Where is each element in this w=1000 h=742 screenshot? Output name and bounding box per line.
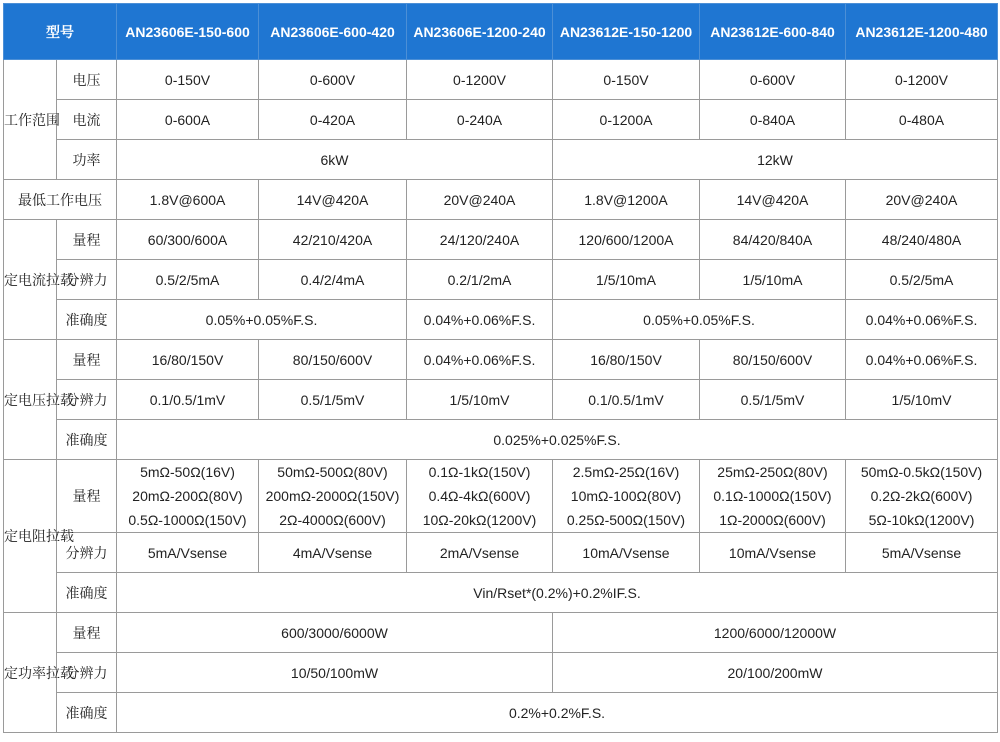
model-header: AN23606E-600-420 [259,4,407,60]
model-header: AN23612E-600-840 [700,4,846,60]
row-label-accuracy: 准确度 [57,693,117,733]
table-row [4,340,998,380]
cell: 0.5/2/5mA [117,260,259,300]
cell: 120/600/1200A [553,220,700,260]
cell-line: 50mΩ-500Ω(80V) [277,464,388,480]
cell: 0.5/1/5mV [259,380,407,420]
row-label-resolution: 分辨力 [57,380,117,420]
row-label-accuracy: 准确度 [57,300,117,340]
cell: 600/3000/6000W [117,613,553,653]
cell-line: 0.25Ω-500Ω(150V) [566,512,686,528]
cell: 0-600V [700,60,846,100]
cell: 10/50/100mW [117,653,553,693]
cell: 0-150V [117,60,259,100]
cell: Vin/Rset*(0.2%)+0.2%IF.S. [117,573,998,613]
model-header: AN23606E-1200-240 [407,4,553,60]
table-row [4,573,998,613]
cell: 0.04%+0.06%F.S. [407,300,553,340]
cell: 16/80/150V [117,340,259,380]
cell: 0-480A [846,100,998,140]
model-label: 型号 [4,4,117,60]
cell-line: 2Ω-4000Ω(600V) [279,512,386,528]
cell-line: 0.5Ω-1000Ω(150V) [128,512,247,528]
cell: 1.8V@1200A [553,180,700,220]
cell: 42/210/420A [259,220,407,260]
row-label-range: 量程 [57,460,117,533]
cell-line: 25mΩ-250Ω(80V) [717,464,828,480]
cell: 1/5/10mA [553,260,700,300]
cell: 6kW [117,140,553,180]
cell-line: 5mΩ-50Ω(16V) [140,464,235,480]
cell-line: 0.2Ω-2kΩ(600V) [870,488,973,504]
cell: 0.04%+0.06%F.S. [407,340,553,380]
table-row [4,693,998,733]
row-label-accuracy: 准确度 [57,420,117,460]
cell: 1200/6000/12000W [553,613,998,653]
model-header: AN23612E-1200-480 [846,4,998,60]
cell: 5mA/Vsense [117,533,259,573]
cell: 0.04%+0.06%F.S. [846,300,998,340]
cell: 0.4/2/4mA [259,260,407,300]
group-label-cv: 定电压拉载 [4,340,57,460]
cell [700,460,846,533]
group-label-operating-range: 工作范围 [4,60,57,180]
cell-line: 2.5mΩ-25Ω(16V) [572,464,680,480]
cell: 2mA/Vsense [407,533,553,573]
cell [259,460,407,533]
table-row [4,100,998,140]
spec-table [3,3,998,733]
cell: 1/5/10mA [700,260,846,300]
cell: 4mA/Vsense [259,533,407,573]
cell: 0.5/1/5mV [700,380,846,420]
cell: 84/420/840A [700,220,846,260]
table-row [4,300,998,340]
cell: 1/5/10mV [846,380,998,420]
row-label-resolution: 分辨力 [57,260,117,300]
cell: 20/100/200mW [553,653,998,693]
cell: 10mA/Vsense [700,533,846,573]
table-row [4,420,998,460]
cell: 14V@420A [259,180,407,220]
cell: 0.1/0.5/1mV [553,380,700,420]
cell-line: 50mΩ-0.5kΩ(150V) [860,464,983,480]
cell: 10mA/Vsense [553,533,700,573]
cell: 16/80/150V [553,340,700,380]
cell: 0.05%+0.05%F.S. [117,300,407,340]
row-label-accuracy: 准确度 [57,573,117,613]
group-label-cp: 定功率拉载 [4,613,57,733]
table-row [4,60,998,100]
row-label-range: 量程 [57,220,117,260]
row-label-power: 功率 [57,140,117,180]
cell: 0.2%+0.2%F.S. [117,693,998,733]
cell [553,460,700,533]
table-row [4,533,998,573]
cell: 80/150/600V [259,340,407,380]
cell-line: 0.4Ω-4kΩ(600V) [428,488,531,504]
cell-line: 200mΩ-2000Ω(150V) [265,488,400,504]
cell-line: 0.1Ω-1000Ω(150V) [713,488,832,504]
group-label-cc: 定电流拉载 [4,220,57,340]
table-row [4,260,998,300]
cell [407,460,553,533]
table-row [4,180,998,220]
model-header: AN23612E-150-1200 [553,4,700,60]
cell-line: 10Ω-20kΩ(1200V) [422,512,537,528]
row-label-min-voltage: 最低工作电压 [4,180,117,220]
cell: 0-150V [553,60,700,100]
header-row [4,4,998,60]
table-row [4,653,998,693]
row-label-resolution: 分辨力 [57,653,117,693]
row-label-range: 量程 [57,340,117,380]
row-label-voltage: 电压 [57,60,117,100]
cell: 0.025%+0.025%F.S. [117,420,998,460]
cell: 0.04%+0.06%F.S. [846,340,998,380]
cell: 5mA/Vsense [846,533,998,573]
cell: 0.05%+0.05%F.S. [553,300,846,340]
cell: 0-1200V [407,60,553,100]
cell: 20V@240A [846,180,998,220]
cell: 0.1/0.5/1mV [117,380,259,420]
cell: 0-1200A [553,100,700,140]
cell-line: 20mΩ-200Ω(80V) [132,488,243,504]
table-row [4,220,998,260]
row-label-resolution: 分辨力 [57,533,117,573]
cell: 0-600V [259,60,407,100]
cell: 1/5/10mV [407,380,553,420]
cell: 1.8V@600A [117,180,259,220]
cell-line: 0.1Ω-1kΩ(150V) [428,464,531,480]
row-label-current: 电流 [57,100,117,140]
row-label-range: 量程 [57,613,117,653]
group-label-cr: 定电阻拉载 [4,460,57,613]
cell [117,460,259,533]
cell: 0.2/1/2mA [407,260,553,300]
cell: 0.5/2/5mA [846,260,998,300]
table-row [4,613,998,653]
model-header: AN23606E-150-600 [117,4,259,60]
cell: 0-600A [117,100,259,140]
cell-line: 1Ω-2000Ω(600V) [719,512,826,528]
cell: 0-240A [407,100,553,140]
cell: 48/240/480A [846,220,998,260]
cell: 12kW [553,140,998,180]
table-row [4,380,998,420]
cell: 0-1200V [846,60,998,100]
cell: 60/300/600A [117,220,259,260]
cell-line: 10mΩ-100Ω(80V) [570,488,682,504]
cell: 24/120/240A [407,220,553,260]
cell [846,460,998,533]
cell: 0-840A [700,100,846,140]
cell: 80/150/600V [700,340,846,380]
cell-line: 5Ω-10kΩ(1200V) [868,512,975,528]
cell: 0-420A [259,100,407,140]
cell: 14V@420A [700,180,846,220]
cell: 20V@240A [407,180,553,220]
table-row [4,140,998,180]
table-row [4,460,998,533]
